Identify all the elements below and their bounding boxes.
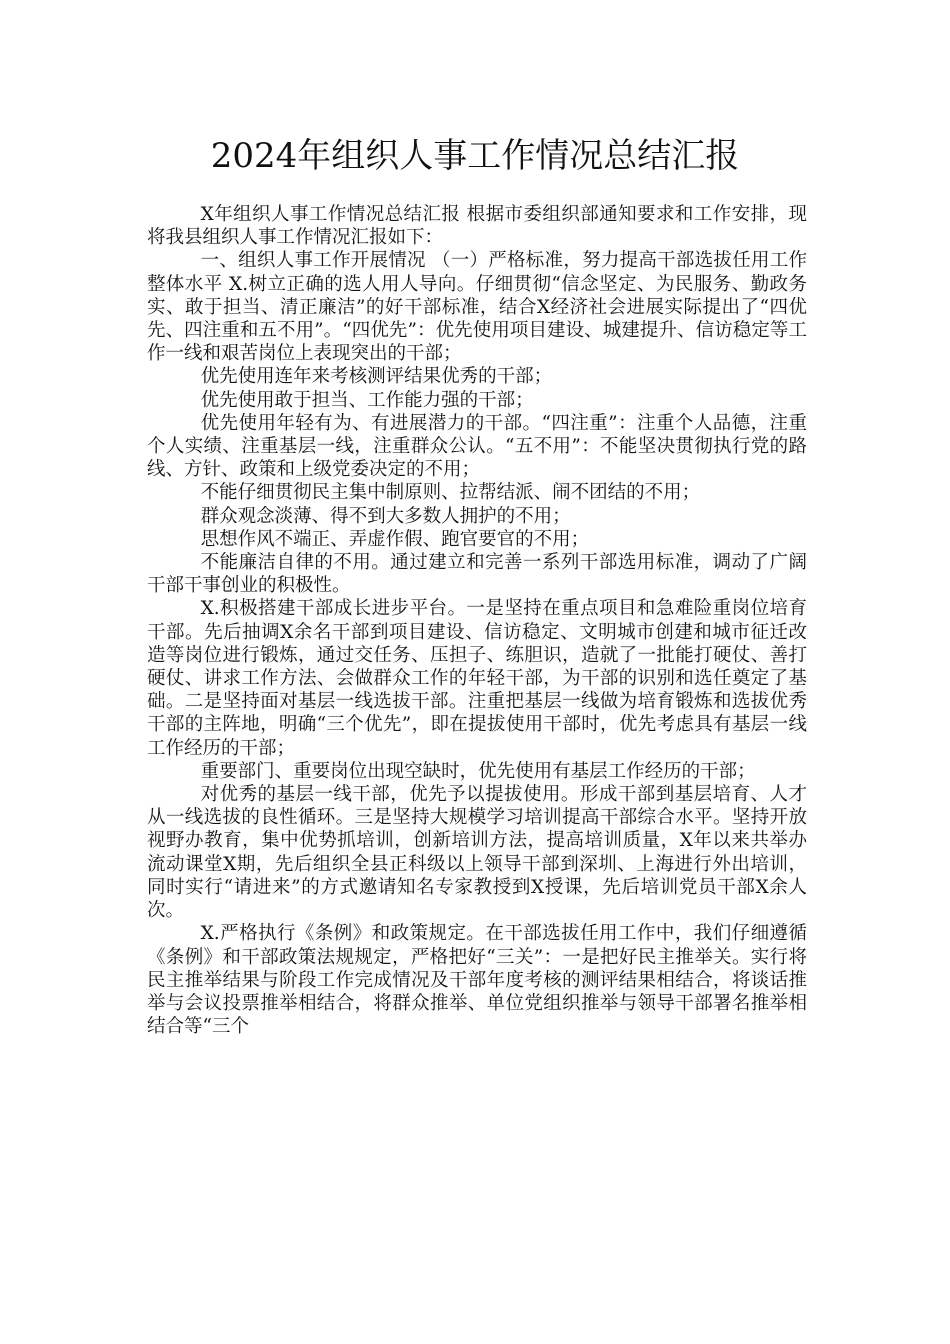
paragraph: X年组织人事工作情况总结汇报 根据市委组织部通知要求和工作安排，现将我县组织人事工作情况汇报如下： — [147, 204, 807, 249]
paragraph: 对优秀的基层一线干部，优先予以提拔使用。形成干部到基层培育、人才从一线选拔的良性循环。三是坚持大规模学习培训提高干部综合水平。坚持开放视野办教育，集中优势抓培训，创新培训方法，提高培训质量，X年以来共举办流动课堂X期，先后组织全县正科级以上领导干部到深圳、上海进行外出培训，同时实行“请进来”的方式邀请知名专家教授到X授课，先后培训党员干部X余人次。 — [147, 784, 807, 922]
document-body — [147, 203, 807, 1038]
paragraph: 不能仔细贯彻民主集中制原则、拉帮结派、闹不团结的不用； — [200, 482, 701, 504]
paragraph: 优先使用年轻有为、有进展潜力的干部。“四注重”：注重个人品德，注重个人实绩、注重基层一线，注重群众公认。“五不用”：不能坚决贯彻执行党的路线、方针、政策和上级党委决定的不用； — [147, 412, 807, 481]
paragraph: 不能廉洁自律的不用。通过建立和完善一系列干部选用标准，调动了广阔干部干事创业的积极性。 — [147, 552, 807, 597]
paragraph: 优先使用敢于担当、工作能力强的干部； — [200, 389, 534, 411]
paragraph: 重要部门、重要岗位出现空缺时，优先使用有基层工作经历的干部； — [200, 760, 756, 782]
paragraph: X.严格执行《条例》和政策规定。在干部选拔任用工作中，我们仔细遵循《条例》和干部政策法规规定，严格把好“三关”：一是把好民主推举关。实行将民主推举结果与阶段工作完成情况及干部年度考核的测评结果相结合，将谈话推举与会议投票推举相结合，将群众推举、单位党组织推举与领导干部署名推举相结合等“三个 — [147, 923, 807, 1038]
paragraph: 一、组织人事工作开展情况 （一）严格标准，努力提高干部选拔任用工作整体水平 X.树立正确的选人用人导向。仔细贯彻“信念坚定、为民服务、勤政务实、敢于担当、清正廉洁”的好干部标准，结合X经济社会进展实际提出了“四优先、四注重和五不用”。“四优先”：优先使用项目建设、城建提升、信访稳定等工作一线和艰苦岗位上表现突出的干部； — [147, 250, 807, 365]
document-title: 2024年组织人事工作情况总结汇报 — [210, 136, 740, 176]
paragraph: 优先使用连年来考核测评结果优秀的干部； — [200, 366, 553, 388]
paragraph: 群众观念淡薄、得不到大多数人拥护的不用； — [200, 505, 571, 527]
paragraph: 思想作风不端正、弄虚作假、跑官要官的不用； — [200, 528, 590, 550]
paragraph: X.积极搭建干部成长进步平台。一是坚持在重点项目和急难险重岗位培育干部。先后抽调X余名干部到项目建设、信访稳定、文明城市创建和城市征迁改造等岗位进行锻炼，通过交任务、压担子、练胆识，造就了一批能打硬仗、善打硬仗、讲求工作方法、会做群众工作的年轻干部，为干部的识别和选任奠定了基础。二是坚持面对基层一线选拔干部。注重把基层一线做为培育锻炼和选拔优秀干部的主阵地，明确“三个优先”，即在提拔使用干部时，优先考虑具有基层一线工作经历的干部； — [147, 598, 807, 759]
